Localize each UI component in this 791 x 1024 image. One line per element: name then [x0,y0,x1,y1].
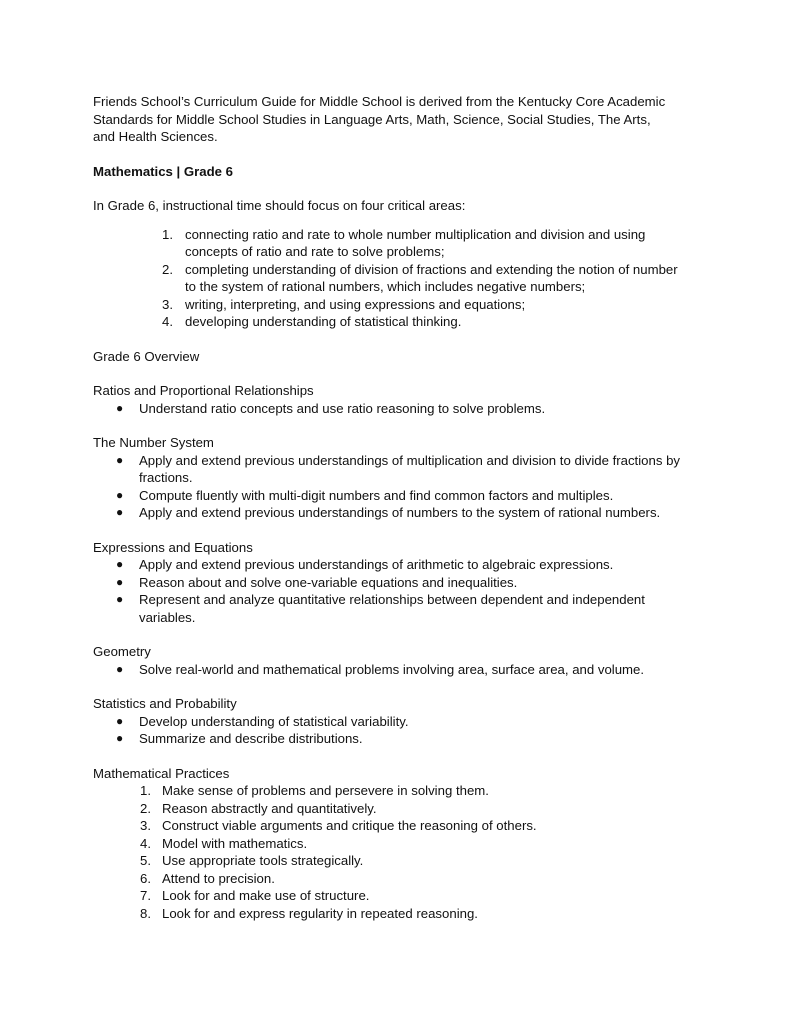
lead-paragraph: In Grade 6, instructional time should focus on four critical areas: [93,198,466,213]
bullet-icon: ● [116,505,124,519]
list-item-text: Attend to precision. [162,870,275,886]
bullet-list [93,452,693,522]
list-number: 4. [140,835,151,851]
list-item [93,905,693,923]
list-item [93,452,694,487]
bullet-list [93,556,693,626]
list-item [93,591,694,626]
list-item-text: Reason abstractly and quantitatively. [162,800,377,816]
list-item-text: writing, interpreting, and using expressions and equations; [185,296,526,312]
list-item [93,313,685,331]
list-number: 1. [162,226,173,242]
bullet-icon: ● [116,592,124,606]
list-item-text: Solve real-world and mathematical problems involving area, surface area, and volume. [139,661,645,677]
bullet-list [93,713,693,748]
list-item [93,713,694,731]
list-item [93,226,685,261]
list-item-text: connecting ratio and rate to whole number multiplication and division and using concepts of ratio and rate to solve problems; [185,226,646,259]
list-item-text: Look for and express regularity in repeated reasoning. [162,905,478,921]
list-number: 3. [162,296,173,312]
list-item-text: Develop understanding of statistical variability. [139,713,409,729]
list-item [93,556,694,574]
list-item [93,261,685,296]
section-number-system [93,434,693,522]
list-item-text: Summarize and describe distributions. [139,731,363,746]
list-item [93,504,694,522]
bullet-icon: ● [116,557,124,571]
intro-paragraph: Friends School’s Curriculum Guide for Middle School is derived from the Kentucky Core Academic Standards for Middle School Studies in Language Arts, Math, Science, Social Studies, The Arts, and Health Sciences. [93,94,666,144]
list-item [93,487,694,505]
bullet-icon: ● [116,661,124,676]
list-number: 1. [140,783,151,798]
list-number: 4. [162,314,173,329]
section-title: Ratios and Proportional Relationships [93,383,314,398]
critical-areas-list [93,226,693,331]
bullet-list [93,661,693,679]
list-item-text: Construct viable arguments and critique the reasoning of others. [162,818,537,833]
list-number: 2. [140,800,151,816]
list-item [93,661,694,679]
bullet-icon: ● [116,400,124,415]
list-item-text: developing understanding of statistical thinking. [185,314,462,329]
list-item [93,296,685,314]
list-item-text: Understand ratio concepts and use ratio reasoning to solve problems. [139,400,546,416]
list-item [93,817,693,835]
list-item-text: Look for and make use of structure. [162,888,370,903]
list-item-text: Represent and analyze quantitative relationships between dependent and independent variables. [139,592,645,625]
list-item-text: Apply and extend previous understandings of numbers to the system of rational numbers. [139,505,661,520]
bullet-icon: ● [116,452,124,467]
bullet-list [93,400,693,418]
section-geometry [93,643,693,678]
list-number: 3. [140,818,151,833]
list-item-text: Use appropriate tools strategically. [162,853,364,868]
list-number: 2. [162,261,173,277]
list-item-text: completing understanding of division of fractions and extending the notion of number to the system of rational numbers, which includes negative numbers; [185,261,678,294]
practices-list [93,782,693,922]
list-item [93,852,693,870]
list-item [93,870,693,888]
section-ratios [93,382,693,417]
section-title: Geometry [93,644,151,659]
list-item-text: Make sense of problems and persevere in solving them. [162,783,489,798]
section-title: The Number System [93,435,214,450]
section-heading: Mathematics | Grade 6 [93,163,234,179]
section-expressions [93,539,693,627]
list-item [93,574,694,592]
section-title: Expressions and Equations [93,539,253,555]
list-item [93,782,693,800]
list-item-text: Compute fluently with multi-digit numbers and find common factors and multiples. [139,487,614,503]
list-item [93,400,694,418]
bullet-icon: ● [116,487,124,502]
list-number: 6. [140,870,151,886]
section-practices [93,765,693,923]
list-item-text: Model with mathematics. [162,835,308,851]
section-statistics [93,695,693,748]
overview-title: Grade 6 Overview [93,348,200,364]
list-item [93,835,693,853]
list-number: 8. [140,905,151,921]
bullet-icon: ● [116,713,124,728]
list-item-text: Reason about and solve one-variable equations and inequalities. [139,574,518,590]
list-item [93,887,693,905]
section-title: Mathematical Practices [93,765,230,781]
bullet-icon: ● [116,731,124,745]
list-number: 7. [140,888,151,903]
list-item-text: Apply and extend previous understandings of arithmetic to algebraic expressions. [139,557,614,572]
document-page [93,93,693,939]
section-title: Statistics and Probability [93,696,237,711]
list-item-text: Apply and extend previous understandings of multiplication and division to divide fractions by fractions. [139,452,681,485]
list-item [93,800,693,818]
bullet-icon: ● [116,574,124,589]
list-number: 5. [140,853,151,868]
list-item [93,730,694,748]
